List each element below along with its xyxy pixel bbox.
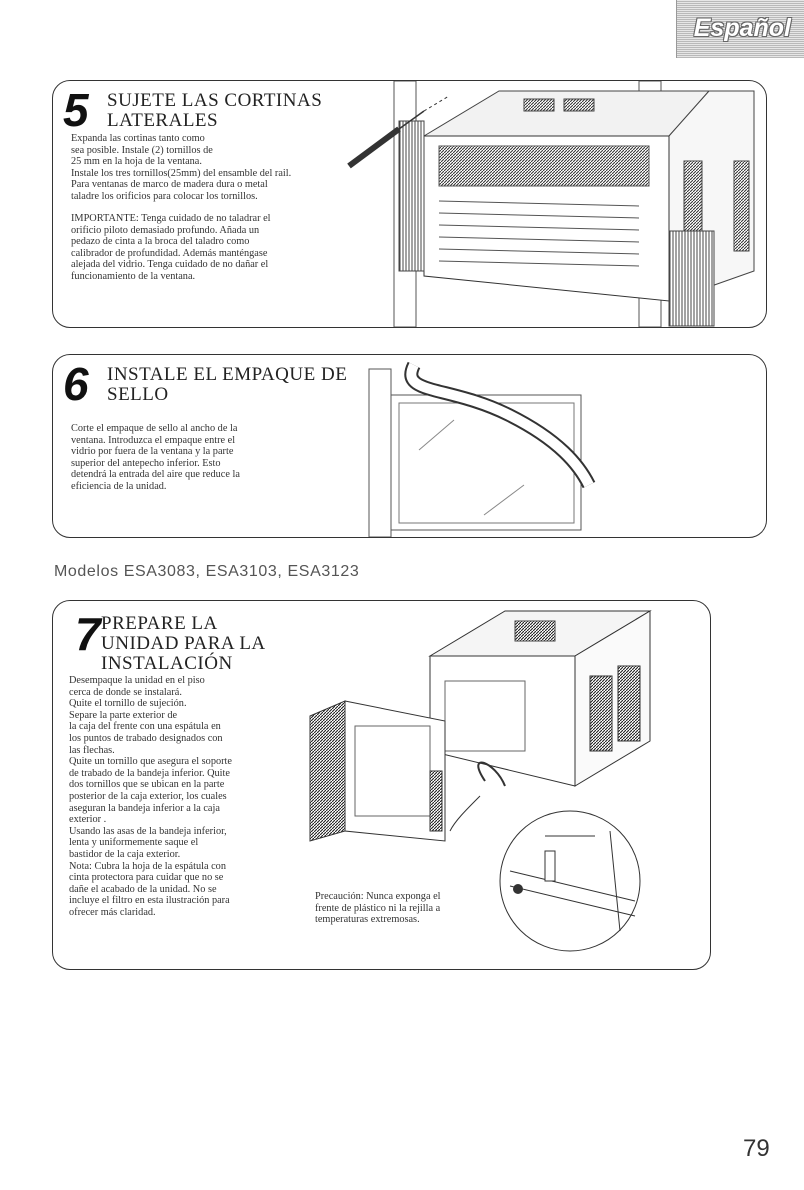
step-number: 7 xyxy=(75,608,101,660)
language-label: Español xyxy=(693,14,791,42)
step-title: INSTALE EL EMPAQUE DE SELLO xyxy=(107,364,348,405)
step-instructions: Expanda las cortinas tanto como sea posible. Instale (2) tornillos de 25 mm en la hoja de la ventana. Instale los tres tornillos(25mm) del ensamble del rail. Para ventanas de marco de madera dura o metal taladre los orificios para colocar los tornillos. xyxy=(71,133,292,202)
step-title: SUJETE LAS CORTINAS LATERALES xyxy=(107,90,323,131)
step-instructions: Corte el empaque de sello al ancho de la ventana. Introduzca el empaque entre el vidrio por fuera de la ventana y la parte superior del antepecho inferior. Esto detendrá la entrada del aire que reduce la eficiencia de la unidad. xyxy=(71,423,240,492)
step-instructions: Desempaque la unidad en el piso cerca de donde se instalará. Quite el tornillo de sujeción. Separe la parte exterior de la caja del frente con una espátula en los puntos de trabado designados con las flechas. Quite un tornillo que asegura el soporte de trabado de la bandeja inferior. Quite dos tornillos que se ubican en la parte posterior de la caja exterior, los cuales aseguran la bandeja inferior a la caja exterior . Usando las asas de la bandeja inferior, lenta y uniformemente saque el bastidor de la caja exterior. Nota: Cubra la hoja de la espátula con cinta protectora para cuidar que no se dañe el acabado de la unidad. No se incluye el filtro en esta ilustración para ofrecer más claridad. xyxy=(69,675,232,918)
step-number: 6 xyxy=(63,358,89,410)
window-unit-illustration xyxy=(339,81,766,327)
important-note: IMPORTANTE: Tenga cuidado de no taladrar el orificio piloto demasiado profundo. Añada un pedazo de cinta a la broca del taladro como calibrador de profundidad. Además manténgase alejada del vidrio. Tenga cuidado de no dañar el funcionamiento de la ventana. xyxy=(71,213,271,282)
caution-note: Precaución: Nunca exponga el frente de plástico ni la rejilla a temperaturas extremosas. xyxy=(315,891,441,926)
language-tab xyxy=(676,0,804,58)
seal-gasket-illustration xyxy=(359,355,599,537)
step-6-panel xyxy=(52,354,767,538)
models-line: Modelos ESA3083, ESA3103, ESA3123 xyxy=(54,563,360,580)
step-5-panel xyxy=(52,80,767,328)
step-number: 5 xyxy=(63,84,89,136)
page-number: 79 xyxy=(743,1135,770,1162)
step-7-panel xyxy=(52,600,711,970)
step-title: PREPARE LA UNIDAD PARA LA INSTALACIÓN xyxy=(101,613,266,674)
